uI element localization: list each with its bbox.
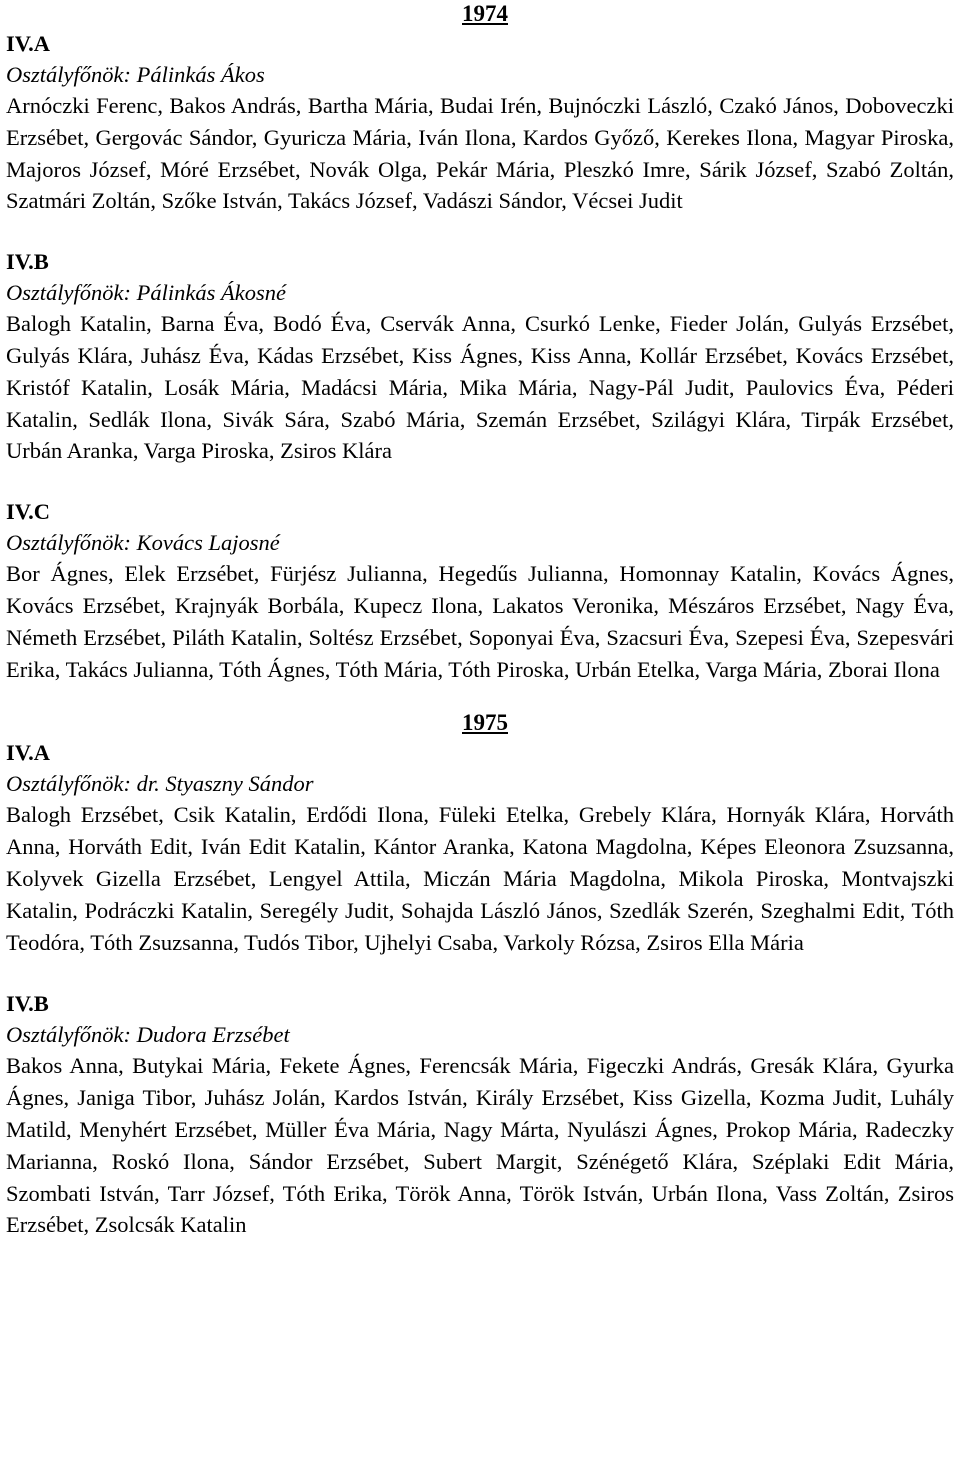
class-name: IV.A [6,31,50,56]
class-name: IV.A [6,740,50,766]
class-block-1974-iv-a [6,28,954,217]
student-list: Balogh Erzsébet, Csik Katalin, Erdődi Ilona, Füleki Etelka, Grebely Klára, Hornyák Klára, Horváth Anna, Horváth Edit, Iván Edit Katalin, Kántor Aranka, Katona Magdolna, Képes Eleonora Zsuzsanna, Kolyvek Gizella Erzsébet, Lengyel Attila, Miczán Mária Magdolna, Mikola Piroska, Montvajszki Katalin, Podráczki Katalin, Seregély Judit, Sohajda László János, Szedlák Szerén, Szeghalmi Edit, Tóth Teodóra, Tóth Zsuzsanna, Tudós Tibor, Ujhelyi Csaba, Varkoly Rózsa, Zsiros Ella Mária [6,802,954,955]
year-heading-1974: 1974 [462,1,508,26]
class-name: IV.C [6,499,50,525]
class-teacher: Osztályfőnök: Dudora Erzsébet [6,1022,290,1048]
class-block-1974-iv-b [6,246,954,467]
class-teacher: Osztályfőnök: Kovács Lajosné [6,530,280,556]
class-block-1975-iv-b [6,988,954,1241]
class-teacher: Osztályfőnök: Pálinkás Ákos [6,62,265,87]
class-block-1974-iv-c [6,496,954,685]
student-list: Bor Ágnes, Elek Erzsébet, Fürjész Julianna, Hegedűs Julianna, Homonnay Katalin, Kovács Ágnes, Kovács Erzsébet, Krajnyák Borbála, Kupecz Ilona, Lakatos Veronika, Mészáros Erzsébet, Nagy Éva, Németh Erzsébet, Piláth Katalin, Soltész Erzsébet, Soponyai Éva, Szacsuri Éva, Szepesi Éva, Szepesvári Erika, Takács Julianna, Tóth Ágnes, Tóth Mária, Tóth Piroska, Urbán Etelka, Varga Mária, Zborai Ilona [6,561,954,682]
year-heading-1975: 1975 [462,710,508,736]
class-name: IV.B [6,991,49,1017]
student-list: Arnóczki Ferenc, Bakos András, Bartha Mária, Budai Irén, Bujnóczki László, Czakó János, Doboveczki Erzsébet, Gergovác Sándor, Gyuricza Mária, Iván Ilona, Kardos Győző, Kerekes Ilona, Magyar Piroska, Majoros József, Móré Erzsébet, Novák Olga, Pekár Mária, Pleszkó Imre, Sárik József, Szabó Zoltán, Szatmári Zoltán, Szőke István, Takács József, Vadászi Sándor, Vécsei Judit [6,93,954,214]
class-name: IV.B [6,249,49,275]
class-block-1975-iv-a [6,737,954,958]
student-list: Bakos Anna, Butykai Mária, Fekete Ágnes, Ferencsák Mária, Figeczki András, Gresák Klára, Gyurka Ágnes, Janiga Tibor, Juhász Jolán, Kardos István, Király Erzsébet, Kiss Gizella, Kozma Judit, Luhály Matild, Menyhért Erzsébet, Müller Éva Mária, Nagy Márta, Nyulászi Ágnes, Prokop Mária, Radeczky Marianna, Roskó Ilona, Sándor Erzsébet, Subert Margit, Szénégető Klára, Széplaki Edit Mária, Szombati István, Tarr József, Tóth Erika, Török Anna, Török István, Urbán Ilona, Vass Zoltán, Zsiros Erzsébet, Zsolcsák Katalin [6,1053,954,1238]
document-page [6,0,954,1241]
class-teacher: Osztályfőnök: Pálinkás Ákosné [6,280,286,306]
class-teacher: Osztályfőnök: dr. Styaszny Sándor [6,771,314,797]
student-list: Balogh Katalin, Barna Éva, Bodó Éva, Cservák Anna, Csurkó Lenke, Fieder Jolán, Gulyás Erzsébet, Gulyás Klára, Juhász Éva, Kádas Erzsébet, Kiss Ágnes, Kiss Anna, Kollár Erzsébet, Kovács Erzsébet, Kristóf Katalin, Losák Mária, Madácsi Mária, Mika Mária, Nagy-Pál Judit, Paulovics Éva, Péderi Katalin, Sedlák Ilona, Sivák Sára, Szabó Mária, Szemán Erzsébet, Szilágyi Klára, Tirpák Erzsébet, Urbán Aranka, Varga Piroska, Zsiros Klára [6,311,954,464]
